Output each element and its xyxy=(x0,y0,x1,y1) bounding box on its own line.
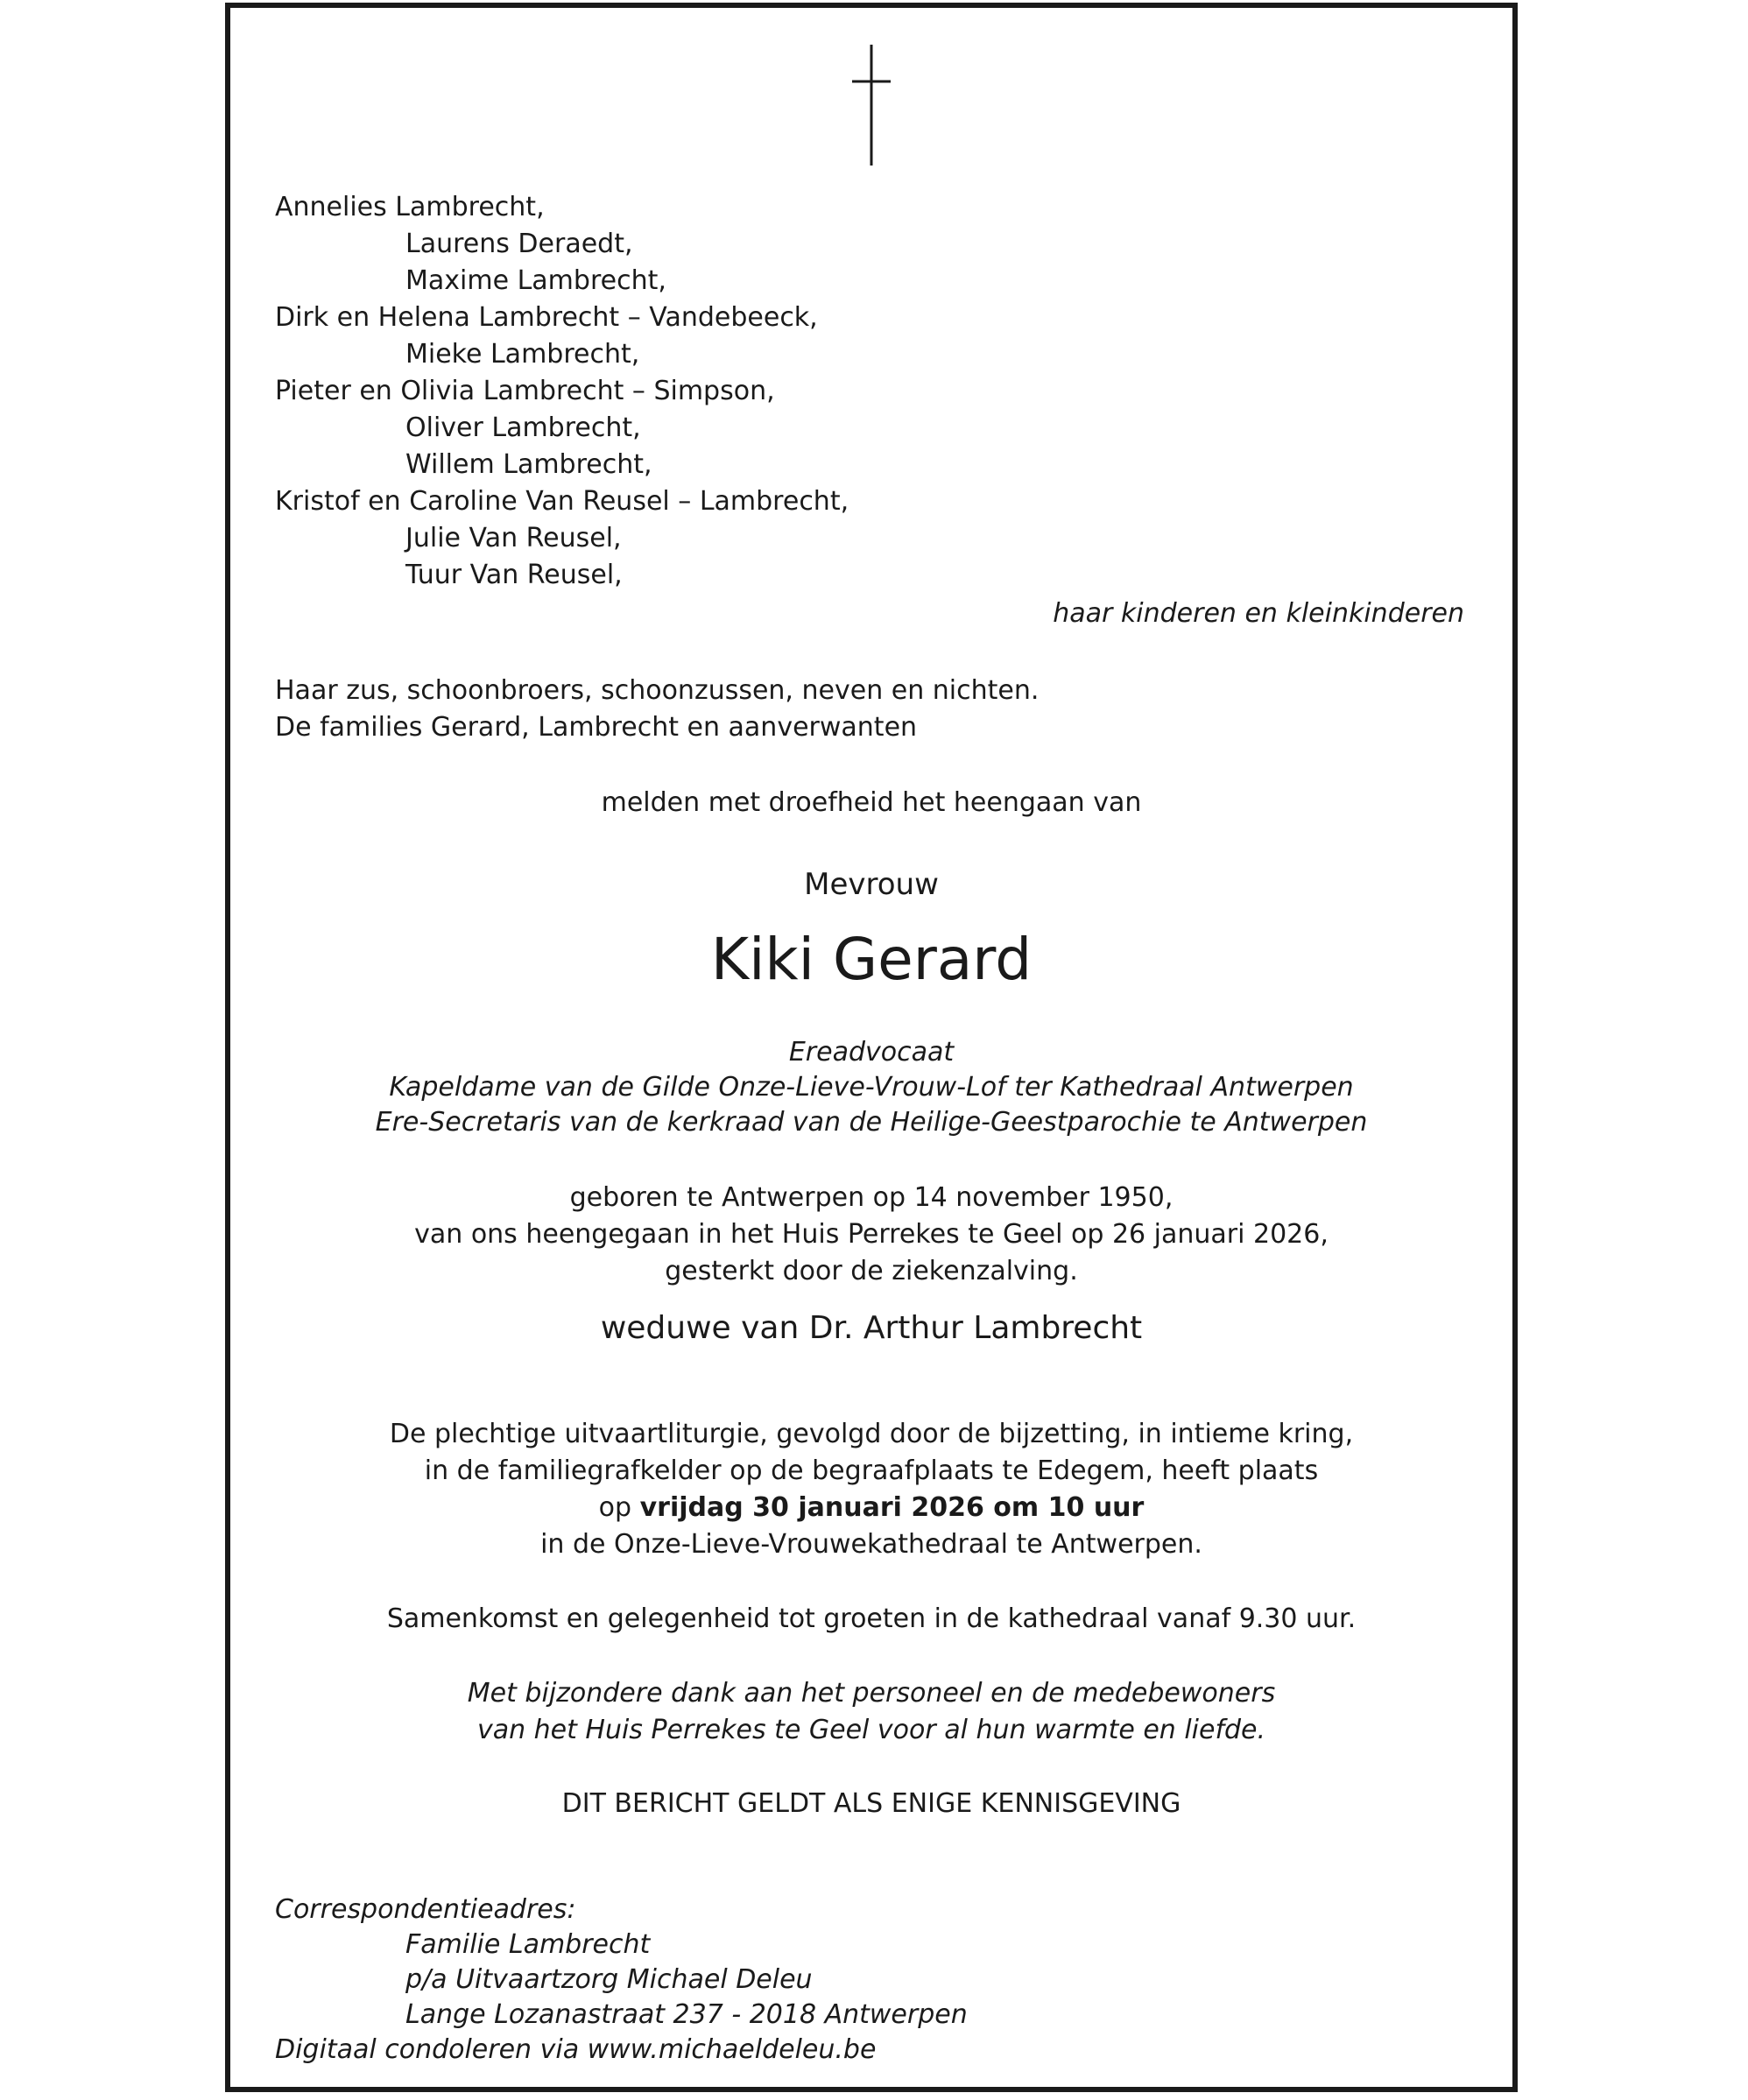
family-line: Tuur Van Reusel, xyxy=(405,560,623,590)
life-line: geboren te Antwerpen op 14 november 1950, xyxy=(569,1182,1174,1213)
family-line: Kristof en Caroline Van Reusel – Lambrecht, xyxy=(275,486,849,517)
cross-icon xyxy=(230,8,1512,183)
relatives-line: Haar zus, schoonbroers, schoonzussen, neven en nichten. xyxy=(275,675,1040,706)
deceased-title: Ere-Secretaris van de kerkraad van de Heilige-Geestparochie te Antwerpen xyxy=(375,1107,1368,1138)
funeral-line: in de familiegrafkelder op de begraafplaats te Edegem, heeft plaats xyxy=(424,1455,1319,1486)
obituary-frame xyxy=(225,3,1518,2092)
online-condolence: Digitaal condoleren via www.michaeldeleu.be xyxy=(275,2034,877,2065)
notice: DIT BERICHT GELDT ALS ENIGE KENNISGEVING xyxy=(561,1788,1181,1819)
funeral-line: De plechtige uitvaartliturgie, gevolgd door de bijzetting, in intieme kring, xyxy=(389,1419,1354,1449)
gathering-line: Samenkomst en gelegenheid tot groeten in de kathedraal vanaf 9.30 uur. xyxy=(386,1603,1357,1634)
family-line: Laurens Deraedt, xyxy=(405,229,633,259)
relatives-line: De families Gerard, Lambrecht en aanverwanten xyxy=(275,712,918,743)
family-line: Mieke Lambrecht, xyxy=(405,339,640,370)
life-line: van ons heengegaan in het Huis Perrekes te Geel op 26 januari 2026, xyxy=(414,1219,1329,1250)
life-line: gesterkt door de ziekenzalving. xyxy=(665,1256,1078,1286)
family-line: Oliver Lambrecht, xyxy=(405,412,641,443)
family-line: Dirk en Helena Lambrecht – Vandebeeck, xyxy=(275,302,818,333)
widow-of: weduwe van Dr. Arthur Lambrecht xyxy=(600,1310,1143,1346)
funeral-date xyxy=(230,1492,1512,1523)
deceased-title: Ereadvocaat xyxy=(788,1037,955,1068)
family-line: Annelies Lambrecht, xyxy=(275,192,545,222)
correspondence-line: Lange Lozanastraat 237 - 2018 Antwerpen xyxy=(405,1999,968,2030)
correspondence-line: p/a Uitvaartzorg Michael Deleu xyxy=(405,1964,813,1995)
funeral-date-prefix: op xyxy=(598,1492,632,1523)
deceased-title: Kapeldame van de Gilde Onze-Lieve-Vrouw-Lof ter Kathedraal Antwerpen xyxy=(389,1072,1354,1103)
family-line: Pieter en Olivia Lambrecht – Simpson, xyxy=(275,376,775,406)
thanks-line: Met bijzondere dank aan het personeel en de medebewoners xyxy=(467,1678,1276,1709)
correspondence-label: Correspondentieadres: xyxy=(275,1894,576,1925)
deceased-name: Kiki Gerard xyxy=(710,926,1033,993)
salutation: Mevrouw xyxy=(804,867,939,902)
funeral-line: in de Onze-Lieve-Vrouwekathedraal te Antwerpen. xyxy=(540,1529,1202,1560)
family-line: Maxime Lambrecht, xyxy=(405,265,666,296)
funeral-date-bold: vrijdag 30 januari 2026 om 10 uur xyxy=(639,1492,1145,1523)
thanks-line: van het Huis Perrekes te Geel voor al hun warmte en liefde. xyxy=(476,1715,1266,1745)
family-line: Julie Van Reusel, xyxy=(405,523,622,553)
announcement: melden met droefheid het heengaan van xyxy=(601,787,1142,818)
role-caption: haar kinderen en kleinkinderen xyxy=(1053,598,1464,629)
family-line: Willem Lambrecht, xyxy=(405,449,652,480)
correspondence-line: Familie Lambrecht xyxy=(405,1929,651,1960)
